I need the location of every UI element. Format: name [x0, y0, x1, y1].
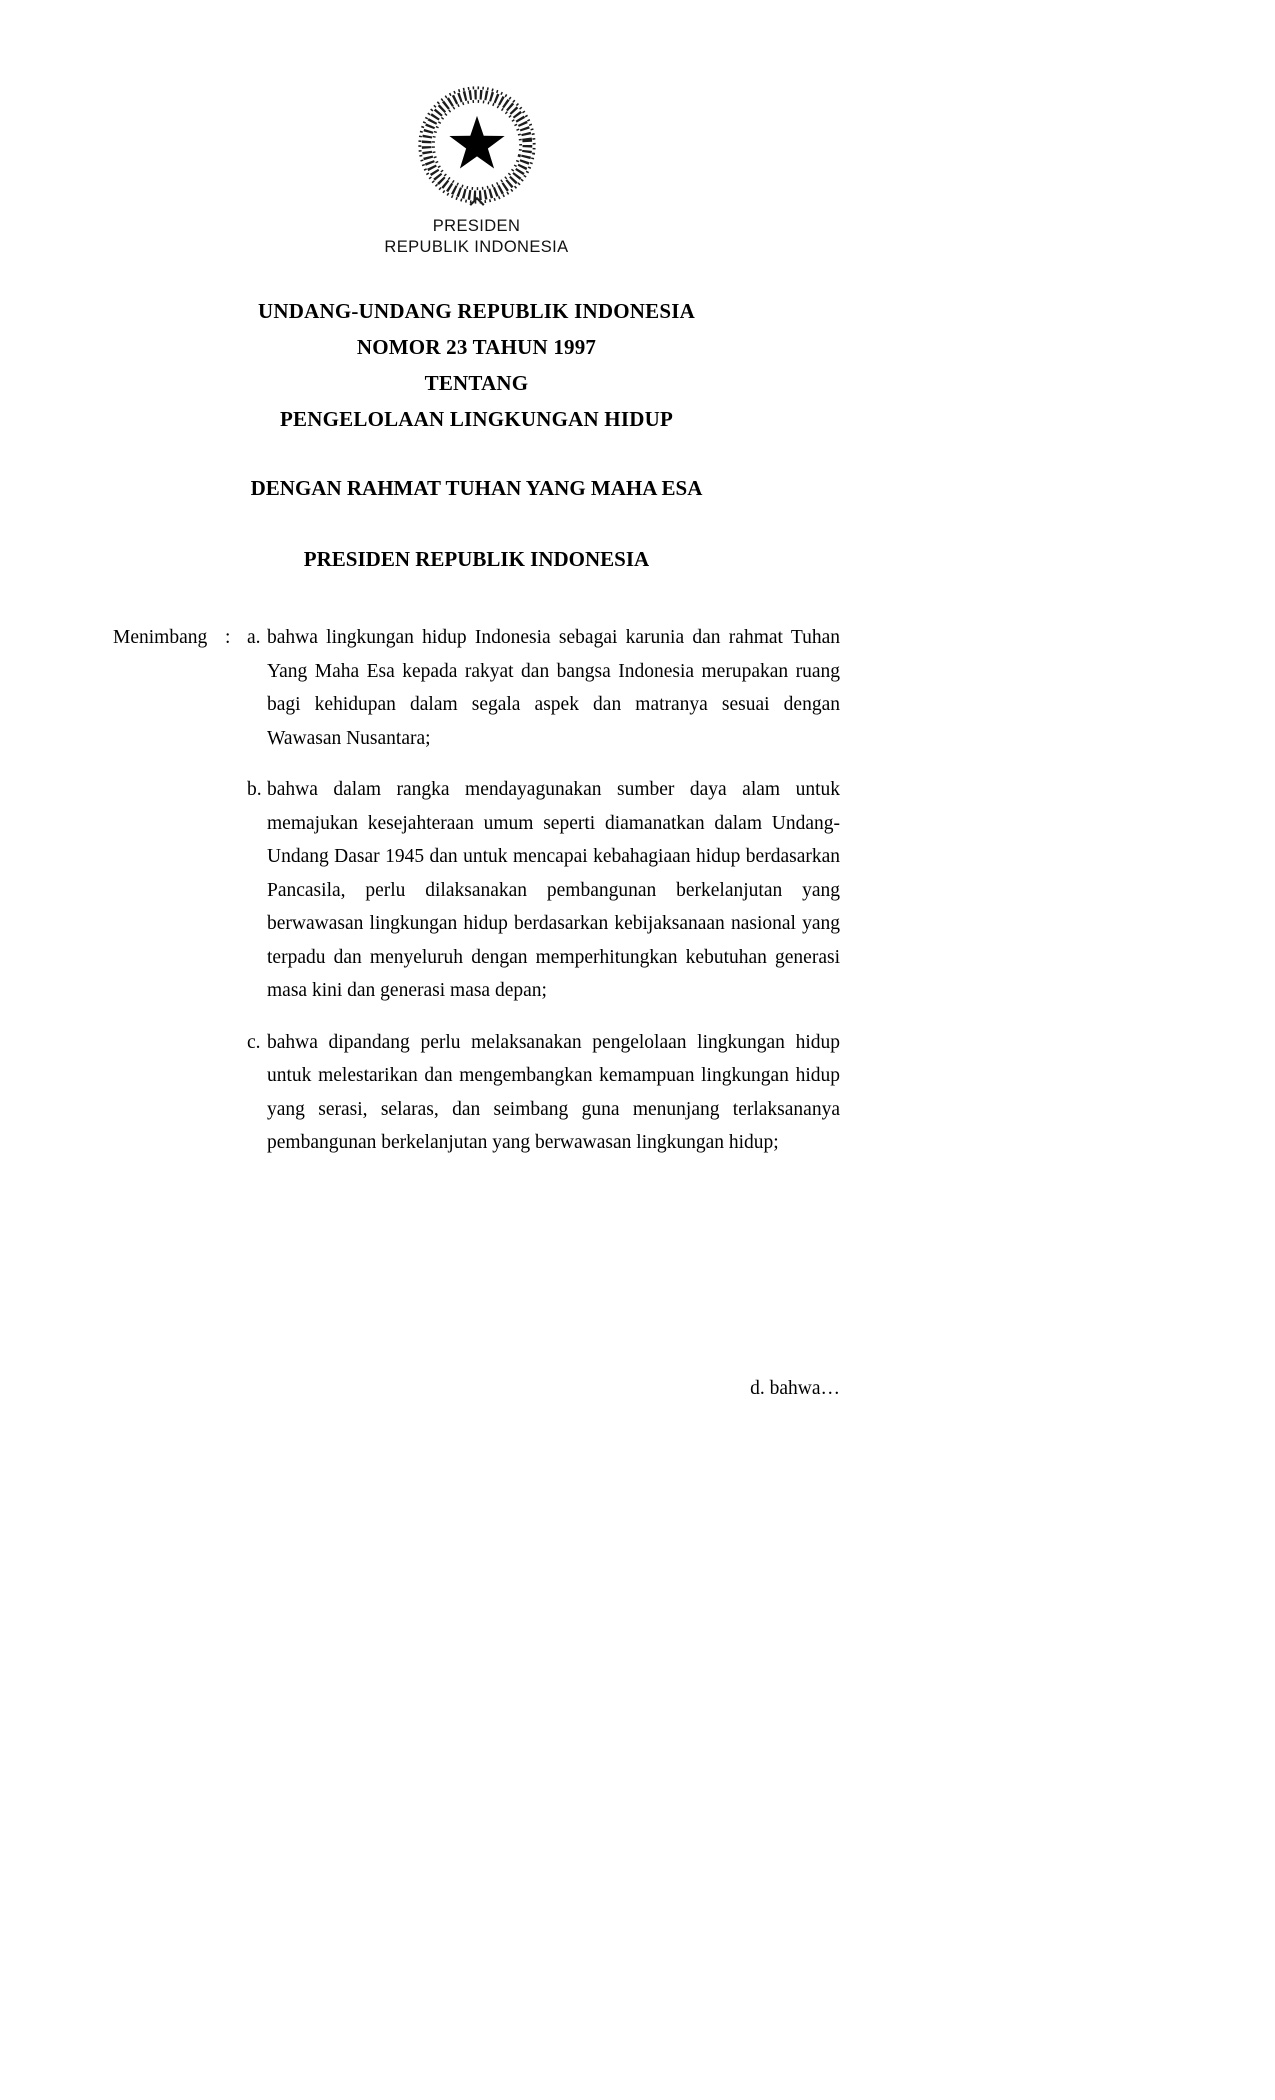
- considering-items: [247, 621, 840, 1160]
- star-icon: [449, 116, 504, 169]
- title-line-3: TENTANG: [424, 371, 529, 395]
- letterhead-republik-indonesia: REPUBLIK INDONESIA: [384, 238, 569, 256]
- content-column: [113, 0, 840, 1405]
- title-block: [113, 300, 840, 431]
- catchword: d. bahwa…: [750, 1377, 840, 1399]
- item-marker: b.: [247, 779, 262, 800]
- letterhead: [113, 0, 840, 258]
- considering-label: Menimbang: [113, 627, 208, 648]
- title-line-4: PENGELOLAAN LINGKUNGAN HIDUP: [280, 407, 673, 431]
- authority-line: PRESIDEN REPUBLIK INDONESIA: [303, 547, 650, 571]
- item-marker: a.: [247, 627, 261, 648]
- item-text: bahwa dipandang perlu melaksanakan pengelolaan lingkungan hidup untuk melestarikan dan mengembangkan kemampuan lingkungan hidup yang serasi, selaras, dan seimbang guna menunjang terlaksananya pembangunan berkelanjutan yang berwawasan lingkungan hidup;: [267, 1031, 840, 1153]
- considering-item-b: [247, 773, 840, 1008]
- letterhead-presiden: PRESIDEN: [432, 217, 521, 235]
- item-text: bahwa dalam rangka mendayagunakan sumber daya alam untuk memajukan kesejahteraan umum seperti diamanatkan dalam Undang-Undang Dasar 1945 dan untuk mencapai kebahagiaan hidup berdasarkan Pancasila, perlu dilaksanakan pembangunan berkelanjutan yang berwawasan lingkungan hidup berdasarkan kebijaksanaan nasional yang terpadu dan menyeluruh dengan memperhitungkan kebutuhan generasi masa kini dan generasi masa depan;: [267, 779, 840, 1001]
- item-text: bahwa lingkungan hidup Indonesia sebagai karunia dan rahmat Tuhan Yang Maha Esa kepada rakyat dan bangsa Indonesia merupakan ruang bagi kehidupan dalam segala aspek dan matranya sesuai dengan Wawasan Nusantara;: [267, 627, 840, 749]
- considering-section: [113, 621, 840, 1160]
- title-line-2: NOMOR 23 TAHUN 1997: [356, 335, 597, 359]
- state-emblem-icon: [414, 82, 540, 208]
- invocation-line: DENGAN RAHMAT TUHAN YANG MAHA ESA: [250, 476, 703, 500]
- considering-item-c: [247, 1026, 840, 1160]
- considering-item-a: [247, 621, 840, 755]
- item-marker: c.: [247, 1031, 261, 1053]
- considering-colon: :: [225, 627, 231, 648]
- title-line-1: UNDANG-UNDANG REPUBLIK INDONESIA: [258, 299, 695, 323]
